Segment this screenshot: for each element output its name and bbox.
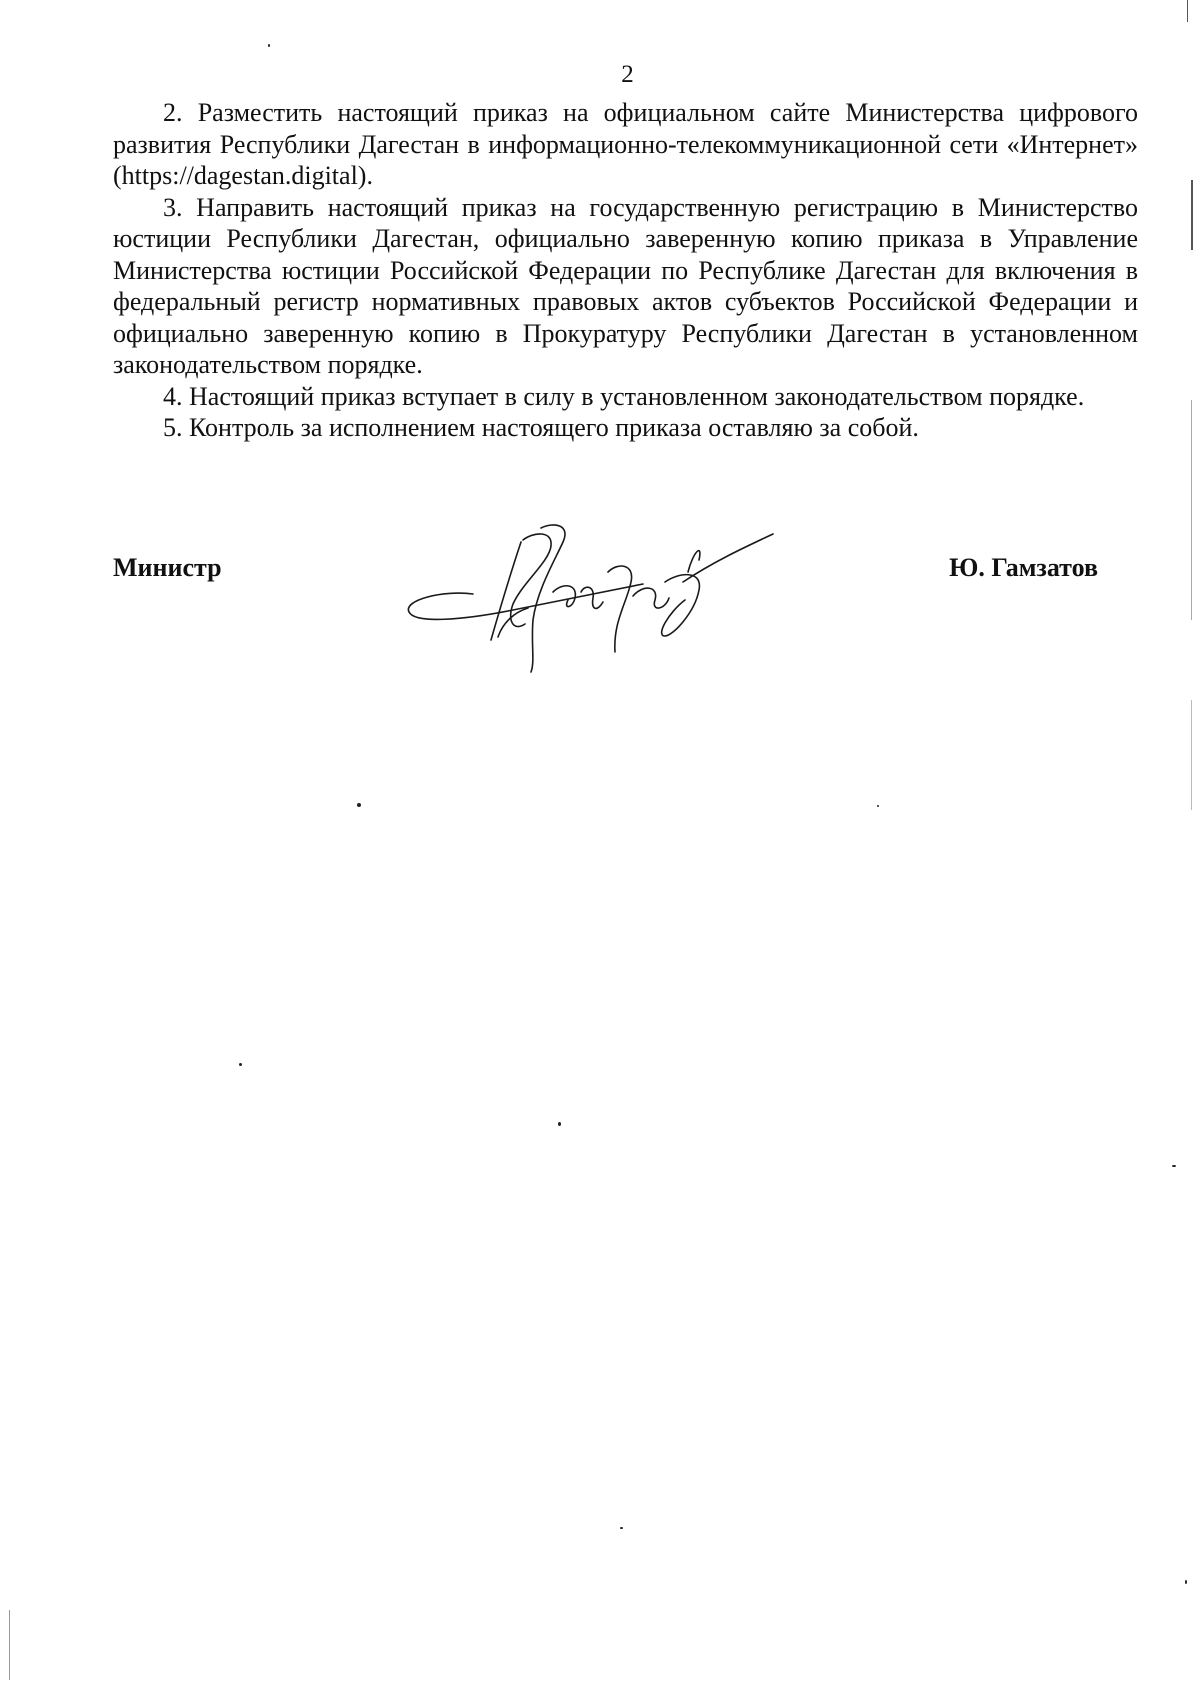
handwritten-signature xyxy=(403,512,783,687)
paragraph-3: 3. Направить настоящий приказ на государственную регистрацию в Министерство юстиции Республики Дагестан, официально заверенную копию приказа в Управление Министерства юстиции Российской Федерации по Республике Дагестан для включения в федеральный регистр нормативных правовых актов субъектов Российской Федерации и официально заверенную копию в Прокуратуру Республики Дагестан в установленном законодательством порядке. xyxy=(113,192,1138,379)
document-body xyxy=(113,97,1138,444)
scan-speck xyxy=(268,44,270,47)
scan-speck xyxy=(558,1122,561,1126)
scan-speck xyxy=(357,803,361,807)
scan-speck xyxy=(877,805,879,807)
signatory-position: Министр xyxy=(113,553,222,582)
scan-edge-line xyxy=(9,1610,10,1680)
scan-speck xyxy=(1185,1580,1187,1584)
scan-speck xyxy=(1172,1165,1176,1167)
scan-edge-line xyxy=(1191,400,1192,620)
scan-edge-line xyxy=(1191,180,1193,250)
scan-edge-line xyxy=(1187,0,1188,22)
scan-speck xyxy=(239,1063,242,1066)
signatory-name: Ю. Гамзатов xyxy=(949,553,1098,582)
scan-edge-line xyxy=(1191,700,1192,810)
page-number: 2 xyxy=(621,61,634,88)
signature-block xyxy=(113,540,1138,670)
paragraph-4: 4. Настоящий приказ вступает в силу в установленном законодательством порядке. xyxy=(163,381,1085,411)
paragraph-5: 5. Контроль за исполнением настоящего приказа оставляю за собой. xyxy=(163,413,919,442)
scan-speck xyxy=(620,1527,623,1529)
paragraph-2: 2. Разместить настоящий приказ на официальном сайте Министерства цифрового развития Республики Дагестан в информационно-телекоммуникационной сети «Интернет» (https://dagestan.digital). xyxy=(113,98,1138,190)
